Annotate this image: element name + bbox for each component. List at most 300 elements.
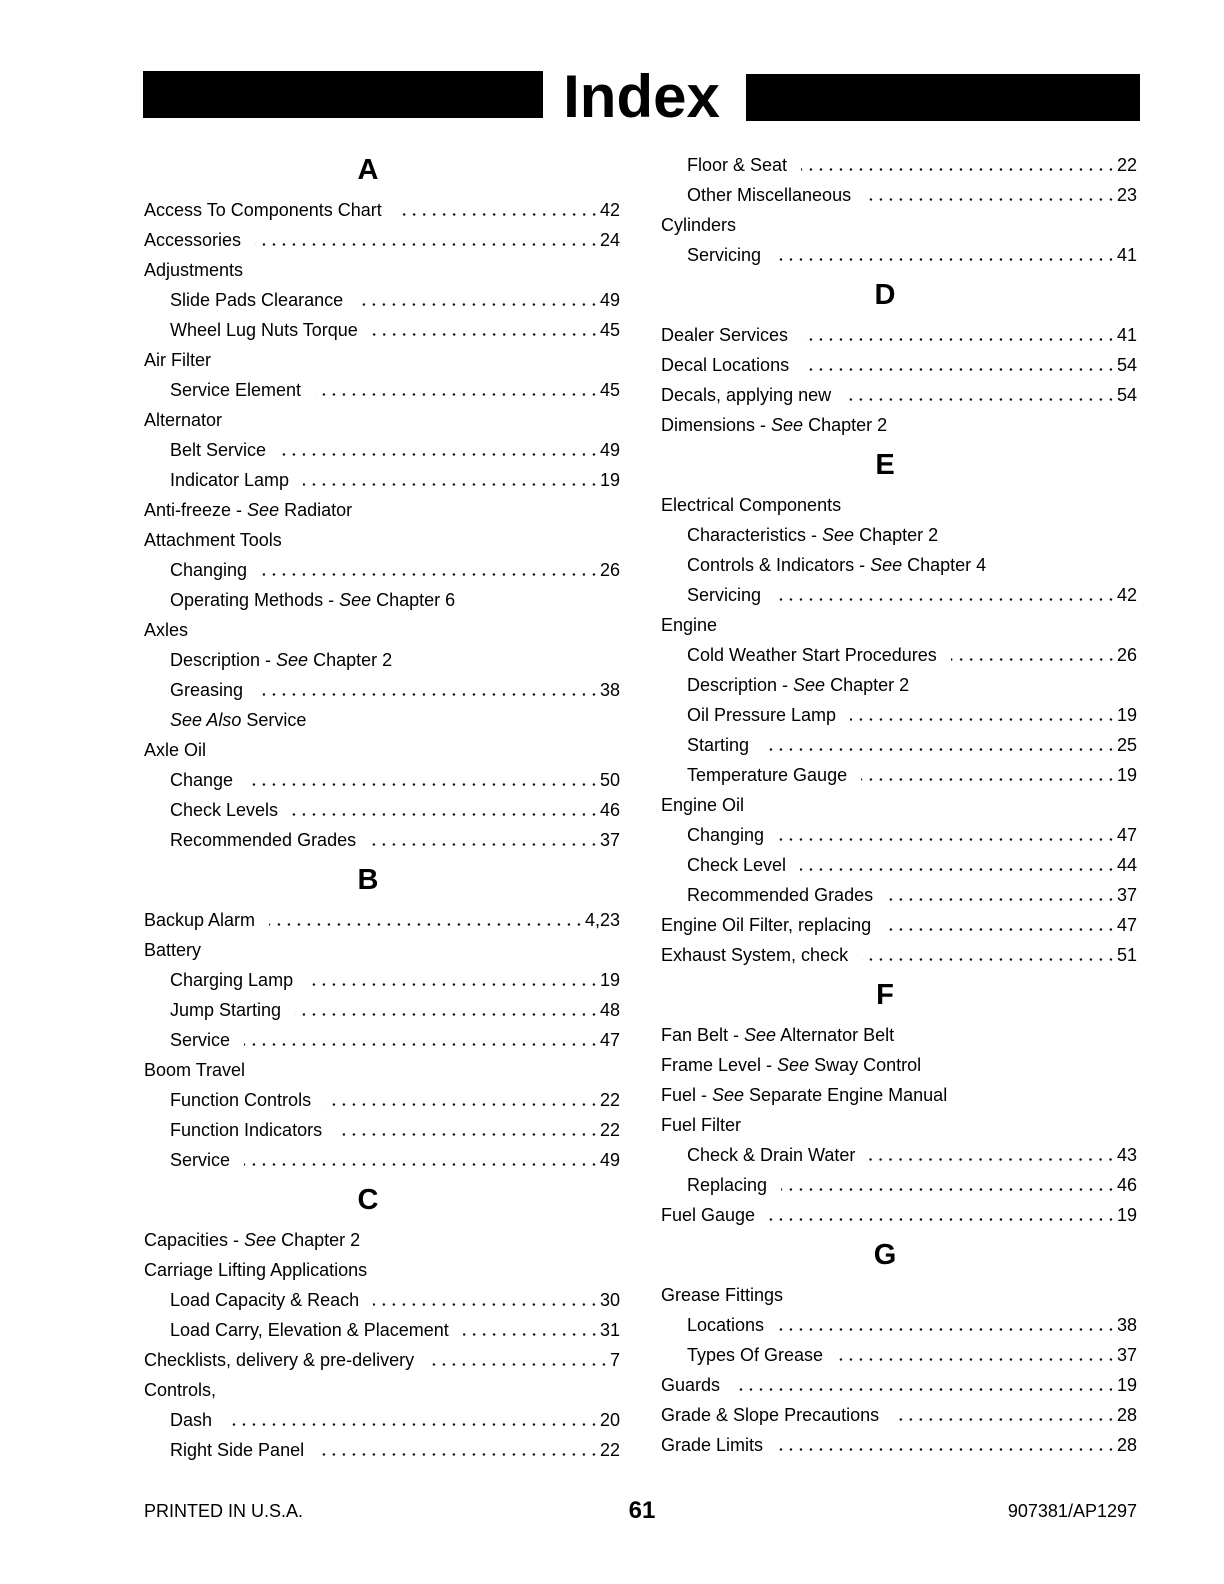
- index-entry: [661, 910, 1137, 940]
- index-entry: [144, 735, 620, 765]
- entry-text: Oil Pressure Lamp: [687, 705, 837, 725]
- entry-label: [170, 995, 281, 1025]
- entry-label: [661, 350, 789, 380]
- entry-text: Air Filter: [144, 350, 211, 370]
- page-reference: 22: [599, 1440, 620, 1460]
- entry-label: [687, 820, 764, 850]
- dot-leader: [318, 1453, 599, 1456]
- entry-label: [661, 610, 717, 640]
- page-reference: 49: [599, 440, 620, 460]
- entry-text: Fuel Gauge: [661, 1205, 756, 1225]
- page-reference: 28: [1116, 1435, 1137, 1455]
- entry-label: [170, 765, 233, 795]
- page-reference: 37: [1116, 885, 1137, 905]
- see-reference-text: See: [247, 500, 280, 520]
- dot-leader: [315, 393, 599, 396]
- index-entry: [144, 1055, 620, 1085]
- see-reference-text: See Also: [170, 710, 242, 730]
- index-entry: [144, 405, 620, 435]
- dot-leader: [951, 658, 1116, 661]
- dot-leader: [396, 213, 599, 216]
- index-subentry: [144, 1315, 620, 1345]
- entry-text: Engine Oil: [661, 795, 745, 815]
- page-reference: 48: [599, 1000, 620, 1020]
- entry-label: [687, 880, 873, 910]
- entry-text: Check & Drain Water: [687, 1145, 856, 1165]
- entry-label: [687, 1310, 764, 1340]
- see-reference-text: See: [777, 1055, 810, 1075]
- entry-label: [144, 195, 382, 225]
- entry-label: [687, 760, 847, 790]
- page-reference: 26: [599, 560, 620, 580]
- entry-text: Backup Alarm: [144, 910, 256, 930]
- entry-text: Chapter 6: [371, 590, 456, 610]
- page-reference: 26: [1116, 645, 1137, 665]
- entry-text: Other Miscellaneous: [687, 185, 852, 205]
- index-subentry: [661, 700, 1137, 730]
- dot-leader: [280, 453, 599, 456]
- entry-text: Service: [241, 710, 307, 730]
- entry-label: [170, 285, 343, 315]
- dot-leader: [372, 333, 599, 336]
- dot-leader: [837, 1358, 1116, 1361]
- entry-label: [687, 850, 786, 880]
- see-reference-text: See: [771, 415, 804, 435]
- entry-label: [687, 520, 938, 550]
- index-entry: [661, 1110, 1137, 1140]
- entry-text: Load Carry, Elevation & Placement: [170, 1320, 449, 1340]
- entry-text: Description -: [687, 675, 794, 695]
- entry-label: [661, 1370, 720, 1400]
- page-reference: 38: [1116, 1315, 1137, 1335]
- dot-leader: [803, 368, 1116, 371]
- dot-leader: [373, 1303, 599, 1306]
- entry-text: Chapter 2: [825, 675, 910, 695]
- page-reference: 22: [599, 1120, 620, 1140]
- entry-label: [170, 1085, 311, 1115]
- page-reference: 41: [1116, 245, 1137, 265]
- entry-text: Decal Locations: [661, 355, 790, 375]
- index-entry: [144, 1345, 620, 1375]
- page-reference: 31: [599, 1320, 620, 1340]
- entry-text: Access To Components Chart: [144, 200, 382, 220]
- document-code: 907381/AP1297: [1007, 1501, 1137, 1521]
- dot-leader: [869, 1158, 1116, 1161]
- index-subentry: [144, 1025, 620, 1055]
- entry-label: [687, 670, 909, 700]
- entry-text: Slide Pads Clearance: [170, 290, 344, 310]
- entry-text: Grade & Slope Precautions: [661, 1405, 880, 1425]
- dot-leader: [893, 1418, 1116, 1421]
- index-entry: [661, 490, 1137, 520]
- see-reference-text: See: [244, 1230, 277, 1250]
- index-entry: [661, 210, 1137, 240]
- dot-leader: [269, 923, 584, 926]
- index-entry: [661, 1020, 1137, 1050]
- page-reference: 7: [609, 1350, 620, 1370]
- index-subentry: [144, 1115, 620, 1145]
- index-entry: [144, 935, 620, 965]
- index-subentry: [144, 995, 620, 1025]
- entry-text: Separate Engine Manual: [744, 1085, 948, 1105]
- page-reference: 22: [1116, 155, 1137, 175]
- page-reference: 22: [599, 1090, 620, 1110]
- index-entry: [144, 525, 620, 555]
- entry-label: [170, 1285, 359, 1315]
- entry-label: [687, 1140, 855, 1170]
- see-reference-text: See: [744, 1025, 777, 1045]
- entry-text: Service: [170, 1030, 231, 1050]
- entry-text: Alternator: [144, 410, 223, 430]
- entry-label: [170, 1115, 322, 1145]
- entry-text: Charging Lamp: [170, 970, 294, 990]
- dot-leader: [778, 838, 1116, 841]
- page-reference: 20: [599, 1410, 620, 1430]
- entry-text: Characteristics -: [687, 525, 823, 545]
- entry-text: Chapter 4: [902, 555, 987, 575]
- page-reference: 38: [599, 680, 620, 700]
- entry-text: Function Indicators: [170, 1120, 323, 1140]
- entry-label: [144, 1255, 367, 1285]
- index-subentry: [661, 760, 1137, 790]
- entry-label: [170, 1315, 449, 1345]
- entry-text: Fuel -: [661, 1085, 713, 1105]
- index-subentry: [661, 1310, 1137, 1340]
- index-subentry: [661, 880, 1137, 910]
- index-subentry: [661, 180, 1137, 210]
- entry-label: [170, 705, 306, 735]
- entry-label: [687, 150, 787, 180]
- entry-label: [661, 490, 841, 520]
- entry-text: Check Levels: [170, 800, 279, 820]
- entry-label: [170, 1145, 230, 1175]
- index-entry: [661, 610, 1137, 640]
- index-entry: [661, 1080, 1137, 1110]
- dot-leader: [303, 483, 599, 486]
- entry-text: Axle Oil: [144, 740, 207, 760]
- entry-label: [170, 965, 293, 995]
- index-entry: [661, 1280, 1137, 1310]
- page-reference: 42: [599, 200, 620, 220]
- see-reference-text: See: [822, 525, 855, 545]
- entry-text: Accessories: [144, 230, 242, 250]
- entry-text: Sway Control: [809, 1055, 922, 1075]
- index-entry: [661, 1400, 1137, 1430]
- entry-label: [144, 1055, 245, 1085]
- index-entry: [144, 905, 620, 935]
- entry-label: [170, 375, 301, 405]
- entry-label: [661, 410, 887, 440]
- dot-leader: [763, 748, 1116, 751]
- see-reference-text: See: [712, 1085, 745, 1105]
- index-entry: [144, 345, 620, 375]
- entry-text: Fan Belt -: [661, 1025, 745, 1045]
- entry-label: [144, 525, 282, 555]
- page-reference: 45: [599, 380, 620, 400]
- dot-leader: [295, 1013, 599, 1016]
- section-letter-heading: C: [357, 1184, 379, 1216]
- page-reference: 46: [599, 800, 620, 820]
- entry-label: [170, 795, 278, 825]
- entry-text: Chapter 2: [276, 1230, 361, 1250]
- dot-leader: [226, 1423, 599, 1426]
- dot-leader: [428, 1363, 609, 1366]
- entry-label: [687, 580, 761, 610]
- entry-text: Checklists, delivery & pre-delivery: [144, 1350, 415, 1370]
- entry-text: Alternator Belt: [776, 1025, 895, 1045]
- entry-label: [661, 940, 848, 970]
- entry-text: Chapter 2: [803, 415, 888, 435]
- dot-leader: [865, 198, 1116, 201]
- page-reference: 37: [599, 830, 620, 850]
- entry-label: [144, 225, 241, 255]
- index-entry: [144, 225, 620, 255]
- entry-text: Locations: [687, 1315, 765, 1335]
- dot-leader: [247, 783, 599, 786]
- entry-text: Recommended Grades: [170, 830, 357, 850]
- entry-label: [687, 240, 761, 270]
- entry-text: Temperature Gauge: [687, 765, 848, 785]
- entry-text: Grease Fittings: [661, 1285, 784, 1305]
- entry-label: [170, 825, 356, 855]
- entry-text: Check Level: [687, 855, 787, 875]
- entry-label: [661, 210, 736, 240]
- index-subentry: [144, 965, 620, 995]
- index-subentry: [144, 765, 620, 795]
- entry-label: [661, 320, 788, 350]
- index-entry: [144, 1225, 620, 1255]
- index-subentry: [144, 705, 620, 735]
- index-subentry: [144, 645, 620, 675]
- index-subentry: [661, 150, 1137, 180]
- dot-leader: [887, 898, 1116, 901]
- entry-text: Servicing: [687, 585, 762, 605]
- index-subentry: [661, 1140, 1137, 1170]
- entry-label: [170, 645, 392, 675]
- index-subentry: [144, 285, 620, 315]
- index-subentry: [661, 670, 1137, 700]
- index-entry: [144, 195, 620, 225]
- index-column-left: [144, 145, 620, 1465]
- entry-text: Description -: [170, 650, 277, 670]
- page-reference: 42: [1116, 585, 1137, 605]
- entry-text: Servicing: [687, 245, 762, 265]
- entry-label: [661, 1050, 921, 1080]
- page-reference: 44: [1116, 855, 1137, 875]
- entry-text: Engine Oil Filter, replacing: [661, 915, 872, 935]
- entry-text: Axles: [144, 620, 189, 640]
- page-reference: 19: [599, 470, 620, 490]
- index-entry: [661, 1200, 1137, 1230]
- entry-label: [144, 405, 222, 435]
- page-reference: 54: [1116, 385, 1137, 405]
- page-reference: 49: [599, 1150, 620, 1170]
- entry-text: Exhaust System, check: [661, 945, 849, 965]
- entry-label: [144, 1375, 216, 1405]
- index-subentry: [144, 1145, 620, 1175]
- entry-text: Anti-freeze -: [144, 500, 248, 520]
- section-letter-heading: F: [876, 979, 894, 1011]
- title-bar-right: [746, 74, 1140, 121]
- dot-leader: [800, 868, 1116, 871]
- entry-label: [144, 935, 201, 965]
- entry-label: [170, 315, 358, 345]
- entry-text: Types Of Grease: [687, 1345, 824, 1365]
- page-reference: 25: [1116, 735, 1137, 755]
- entry-label: [661, 1280, 783, 1310]
- dot-leader: [734, 1388, 1116, 1391]
- entry-text: Change: [170, 770, 234, 790]
- index-entry: [144, 1255, 620, 1285]
- entry-label: [661, 1020, 894, 1050]
- page-number-footer: 61: [628, 1497, 656, 1524]
- page-reference: 47: [599, 1030, 620, 1050]
- index-subentry: [661, 850, 1137, 880]
- entry-text: Decals, applying new: [661, 385, 832, 405]
- entry-label: [661, 1200, 755, 1230]
- index-subentry: [661, 1340, 1137, 1370]
- index-entry: [661, 380, 1137, 410]
- dot-leader: [244, 1163, 599, 1166]
- entry-text: Boom Travel: [144, 1060, 246, 1080]
- page-reference: 41: [1116, 325, 1137, 345]
- index-subentry: [144, 435, 620, 465]
- entry-label: [661, 1400, 879, 1430]
- dot-leader: [769, 1218, 1116, 1221]
- entry-label: [661, 1080, 947, 1110]
- dot-leader: [862, 958, 1116, 961]
- dot-leader: [370, 843, 599, 846]
- dot-leader: [781, 1188, 1116, 1191]
- page-reference: 49: [599, 290, 620, 310]
- page-reference: 47: [1116, 915, 1137, 935]
- entry-text: Indicator Lamp: [170, 470, 290, 490]
- page-reference: 47: [1116, 825, 1137, 845]
- entry-label: [661, 1430, 763, 1460]
- entry-text: Floor & Seat: [687, 155, 788, 175]
- dot-leader: [261, 573, 599, 576]
- entry-label: [170, 1405, 212, 1435]
- entry-text: Greasing: [170, 680, 244, 700]
- entry-label: [661, 1110, 741, 1140]
- page-reference: 43: [1116, 1145, 1137, 1165]
- see-reference-text: See: [870, 555, 903, 575]
- section-letter-heading: G: [873, 1239, 897, 1271]
- index-subentry: [661, 550, 1137, 580]
- entry-text: Attachment Tools: [144, 530, 282, 550]
- entry-label: [144, 495, 352, 525]
- entry-label: [687, 1340, 823, 1370]
- entry-text: Function Controls: [170, 1090, 312, 1110]
- entry-text: Chapter 2: [308, 650, 393, 670]
- entry-text: Recommended Grades: [687, 885, 874, 905]
- section-letter-heading: E: [875, 449, 895, 481]
- entry-text: Controls,: [144, 1380, 217, 1400]
- entry-text: Replacing: [687, 1175, 768, 1195]
- index-subentry: [144, 825, 620, 855]
- page-reference: 46: [1116, 1175, 1137, 1195]
- index-subentry: [661, 240, 1137, 270]
- entry-text: Service: [170, 1150, 231, 1170]
- dot-leader: [336, 1133, 599, 1136]
- entry-text: Adjustments: [144, 260, 244, 280]
- entry-label: [144, 255, 243, 285]
- entry-text: Frame Level -: [661, 1055, 778, 1075]
- entry-text: Guards: [661, 1375, 721, 1395]
- page-reference: 30: [599, 1290, 620, 1310]
- dot-leader: [255, 243, 599, 246]
- index-entry: [144, 1375, 620, 1405]
- entry-label: [170, 1025, 230, 1055]
- entry-label: [687, 730, 749, 760]
- index-subentry: [661, 580, 1137, 610]
- entry-text: Changing: [170, 560, 248, 580]
- entry-text: Carriage Lifting Applications: [144, 1260, 368, 1280]
- index-column-right: [661, 150, 1137, 1460]
- index-subentry: [144, 465, 620, 495]
- page-reference: 23: [1116, 185, 1137, 205]
- page-reference: 50: [599, 770, 620, 790]
- index-entry: [661, 790, 1137, 820]
- entry-text: Operating Methods -: [170, 590, 340, 610]
- index-entry: [144, 495, 620, 525]
- index-entry: [144, 255, 620, 285]
- entry-text: Dimensions -: [661, 415, 772, 435]
- entry-label: [687, 700, 836, 730]
- entry-label: [144, 905, 255, 935]
- dot-leader: [775, 258, 1116, 261]
- entry-text: Capacities -: [144, 1230, 245, 1250]
- entry-text: Chapter 2: [854, 525, 939, 545]
- entry-label: [661, 380, 831, 410]
- entry-text: Fuel Filter: [661, 1115, 742, 1135]
- entry-text: Engine: [661, 615, 718, 635]
- see-reference-text: See: [276, 650, 309, 670]
- entry-label: [170, 585, 455, 615]
- dot-leader: [850, 718, 1116, 721]
- index-entry: [661, 320, 1137, 350]
- dot-leader: [885, 928, 1116, 931]
- index-subentry: [144, 1405, 620, 1435]
- index-subentry: [661, 820, 1137, 850]
- entry-text: Service Element: [170, 380, 302, 400]
- index-entry: [661, 350, 1137, 380]
- dot-leader: [325, 1103, 599, 1106]
- entry-text: Controls & Indicators -: [687, 555, 871, 575]
- dot-leader: [845, 398, 1116, 401]
- index-entry: [661, 1050, 1137, 1080]
- dot-leader: [307, 983, 599, 986]
- entry-text: Changing: [687, 825, 765, 845]
- entry-text: Electrical Components: [661, 495, 842, 515]
- dot-leader: [801, 168, 1116, 171]
- dot-leader: [357, 303, 599, 306]
- entry-label: [170, 555, 247, 585]
- index-subentry: [144, 315, 620, 345]
- dot-leader: [244, 1043, 599, 1046]
- entry-text: Starting: [687, 735, 750, 755]
- index-entry: [661, 410, 1137, 440]
- index-subentry: [144, 585, 620, 615]
- entry-text: Wheel Lug Nuts Torque: [170, 320, 358, 340]
- entry-text: Cold Weather Start Procedures: [687, 645, 937, 665]
- dot-leader: [777, 1448, 1116, 1451]
- page-reference: 19: [1116, 765, 1137, 785]
- entry-label: [144, 615, 188, 645]
- page-reference: 19: [1116, 1375, 1137, 1395]
- index-entry: [661, 1370, 1137, 1400]
- index-subentry: [661, 730, 1137, 760]
